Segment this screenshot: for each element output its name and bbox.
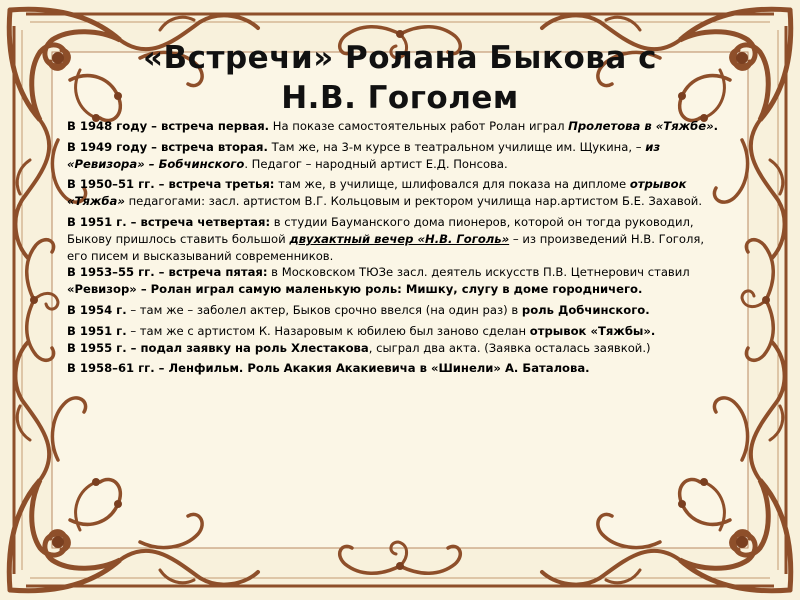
paragraph-6-text-run: роль Добчинского. [521, 302, 650, 317]
paragraph-5 [67, 264, 722, 298]
slide-title [70, 38, 730, 118]
paragraph-4 [67, 214, 722, 264]
paragraph-8-text-run: , сыграл два акта. (Заявка осталась заявкой.) [368, 340, 651, 355]
paragraph-1-text-run: Пролетова в «Тяжбе» [568, 119, 714, 133]
paragraph-7 [67, 323, 722, 340]
paragraph-8 [67, 340, 722, 357]
title-line-1: «Встречи» Ролана Быкова с [142, 40, 657, 76]
paragraph-3-text-run: там же, в училище, шлифовался для показа на дипломе [274, 177, 630, 192]
paragraph-2-text-run: Там же, на 3-м курсе в театральном училище им. Щукина, – [267, 139, 646, 154]
paragraph-4-text-run: – из произведений Н.В. Гоголя, его писем и высказываний современников. [67, 231, 705, 263]
paragraph-2-text-run: . Педагог – народный артист Е.Д. Понсова. [244, 156, 508, 171]
paragraph-2 [67, 139, 722, 173]
paragraph-4-text-run: В 1951 г. – встреча четвертая: [67, 214, 271, 229]
paragraph-6-text-run: – там же – заболел актер, Быков срочно ввелся (на один раз) в [126, 302, 522, 317]
paragraph-4-text-run: двухактный вечер «Н.В. Гоголь» [289, 231, 510, 246]
paragraph-7-text-run: В 1951 г. [67, 323, 127, 338]
title-line-2: Н.В. Гоголем [281, 80, 519, 116]
paragraph-5-text-run: «Ревизор» – Ролан играл самую маленькую роль: Мишку, слугу в доме городничего. [67, 282, 643, 297]
paragraph-6 [67, 302, 722, 319]
paragraph-1-text-run: В 1948 году – встреча первая. [67, 119, 270, 133]
paragraph-3-text-run: отрывок «Тяжба» [67, 177, 687, 209]
paragraph-9-text-run: В 1958–61 гг. – Ленфильм. Роль Акакия Акакиевича в «Шинели» А. Баталова. [67, 361, 590, 376]
paragraph-5-text-run: в Московском ТЮЗе засл. деятель искусств П.В. Цетнерович ставил [267, 265, 690, 280]
paragraph-2-text-run: из «Ревизора» – Бобчинского [67, 139, 661, 171]
paragraph-3-text-run: педагогами: засл. артистом В.Г. Кольцовым и ректором училища нар.артистом Б.Е. Захавой. [124, 194, 703, 209]
paragraph-6-text-run: В 1954 г. [67, 302, 127, 317]
paragraph-1 [67, 118, 722, 135]
paragraph-9 [67, 360, 722, 377]
paragraph-7-text-run: отрывок «Тяжбы». [529, 323, 656, 338]
paragraph-2-text-run: В 1949 году – встреча вторая. [67, 139, 268, 154]
paragraph-3-text-run: В 1950–51 гг. – встреча третья: [67, 177, 275, 192]
paragraph-5-text-run: В 1953–55 гг. – встреча пятая: [67, 265, 268, 280]
paragraph-1-text-run: . [713, 119, 719, 133]
paragraph-4-text-run: в студии Бауманского дома пионеров, которой он тогда руководил, Быкову пришлось ставить большой [67, 214, 694, 246]
paragraph-1-text-run: На показе самостоятельных работ Ролан играл [269, 119, 569, 133]
paragraph-7-text-run: – там же с артистом К. Назаровым к юбилею был заново сделан [126, 323, 530, 338]
paragraph-3 [67, 176, 722, 210]
paragraph-8-text-run: В 1955 г. – подал заявку на роль Хлестакова [67, 340, 369, 355]
slide-body [67, 118, 722, 381]
